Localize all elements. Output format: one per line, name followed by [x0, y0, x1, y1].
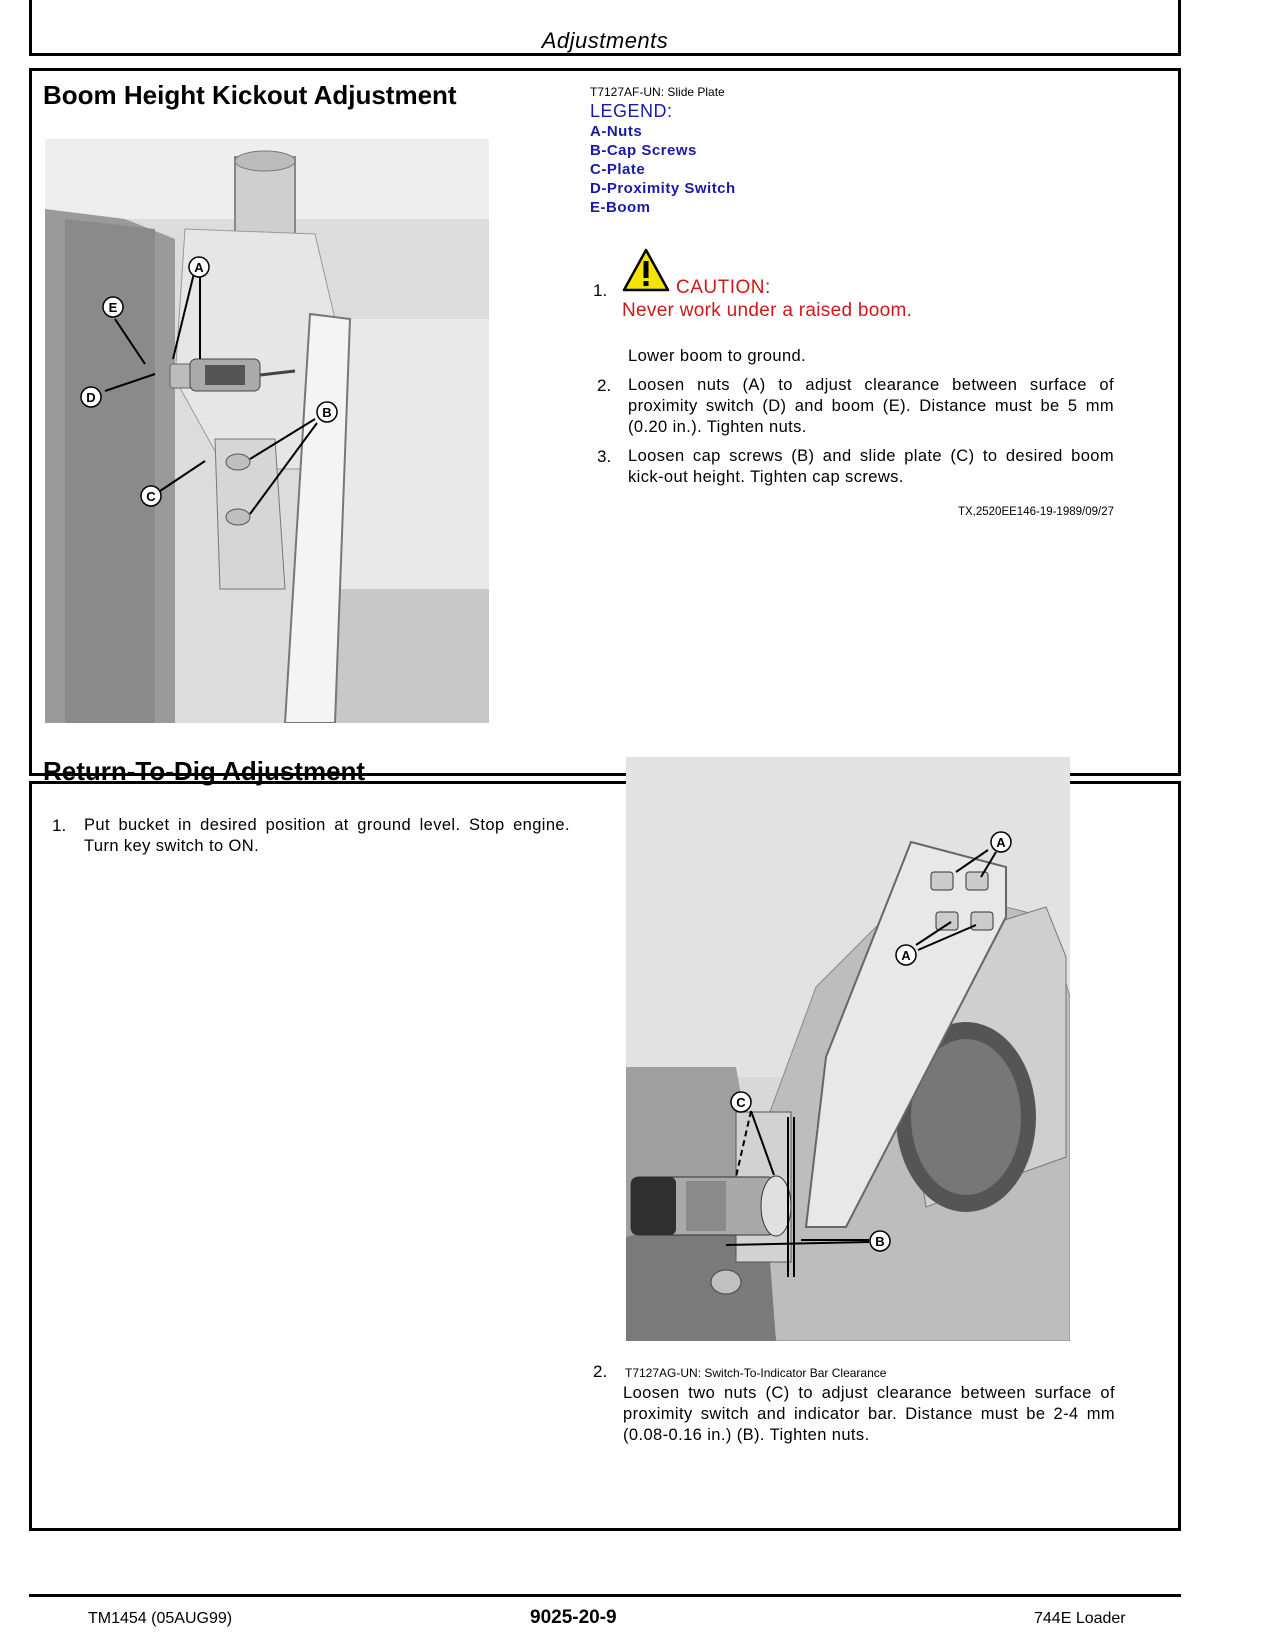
photo2-callout-a-left: A [901, 948, 911, 963]
figure1-caption: T7127AF-UN: Slide Plate [590, 85, 725, 99]
switch-indicator-illustration [626, 757, 1070, 1341]
legend-item: B-Cap Screws [590, 142, 697, 159]
photo1-callout-c: C [146, 489, 156, 504]
step2-text: Loosen nuts (A) to adjust clearance between surface of proximity switch (D) and boom (E). Distance must be 5 mm (0.20 in.). Tighten nuts. [628, 376, 1114, 436]
legend-title: LEGEND: [590, 101, 673, 121]
section2-title: Return-To-Dig Adjustment [43, 756, 366, 786]
section1-title: Boom Height Kickout Adjustment [43, 80, 457, 110]
photo1-callout-e: E [108, 300, 118, 315]
warning-triangle-icon [622, 248, 670, 292]
rtd-step1-text: Put bucket in desired position at ground level. Stop engine. Turn key switch to ON. [84, 816, 570, 855]
legend-item: C-Plate [590, 161, 646, 178]
legend-list [590, 122, 736, 217]
switch-indicator-photo [626, 757, 1070, 1341]
slide-plate-photo [45, 139, 489, 723]
reference-code: TX,2520EE146-19-1989/09/27 [957, 506, 1114, 518]
photo2-callout-b: B [875, 1234, 885, 1249]
photo1-callout-a: A [194, 260, 204, 275]
photo1-callout-b: B [322, 405, 332, 420]
rtd-step1-number: 1. [52, 816, 67, 835]
footer-model: 744E Loader [1034, 1610, 1126, 1627]
photo1-callout-d: D [86, 390, 96, 405]
figure2-caption: T7127AG-UN: Switch-To-Indicator Bar Clearance [625, 1366, 887, 1380]
step1-text: Lower boom to ground. [628, 347, 807, 365]
rtd-step2-text: Loosen two nuts (C) to adjust clearance between surface of proximity switch and indicator bar. Distance must be 2-4 mm (0.08-0.16 in.) (B). Tighten nuts. [623, 1384, 1115, 1444]
step3-number: 3. [597, 447, 612, 466]
footer-rule [29, 1594, 1181, 1597]
slide-plate-illustration [45, 139, 489, 723]
legend-item: D-Proximity Switch [590, 180, 736, 197]
footer-page-number: 9025-20-9 [530, 1607, 617, 1628]
photo2-callout-c: C [736, 1095, 746, 1110]
step3-text: Loosen cap screws (B) and slide plate (C) to desired boom kick-out height. Tighten cap screws. [628, 447, 1114, 486]
legend-item: E-Boom [590, 199, 651, 216]
step2-number: 2. [597, 376, 612, 395]
footer-manual-id: TM1454 (05AUG99) [88, 1610, 233, 1627]
caution-label: CAUTION: [676, 277, 771, 298]
photo2-callout-a-top: A [996, 835, 1006, 850]
step1-number: 1. [593, 281, 608, 300]
legend-item: A-Nuts [590, 123, 643, 140]
caution-text: Never work under a raised boom. [622, 300, 913, 321]
page-header-title: Adjustments [541, 28, 669, 53]
rtd-step2-number: 2. [593, 1362, 608, 1381]
